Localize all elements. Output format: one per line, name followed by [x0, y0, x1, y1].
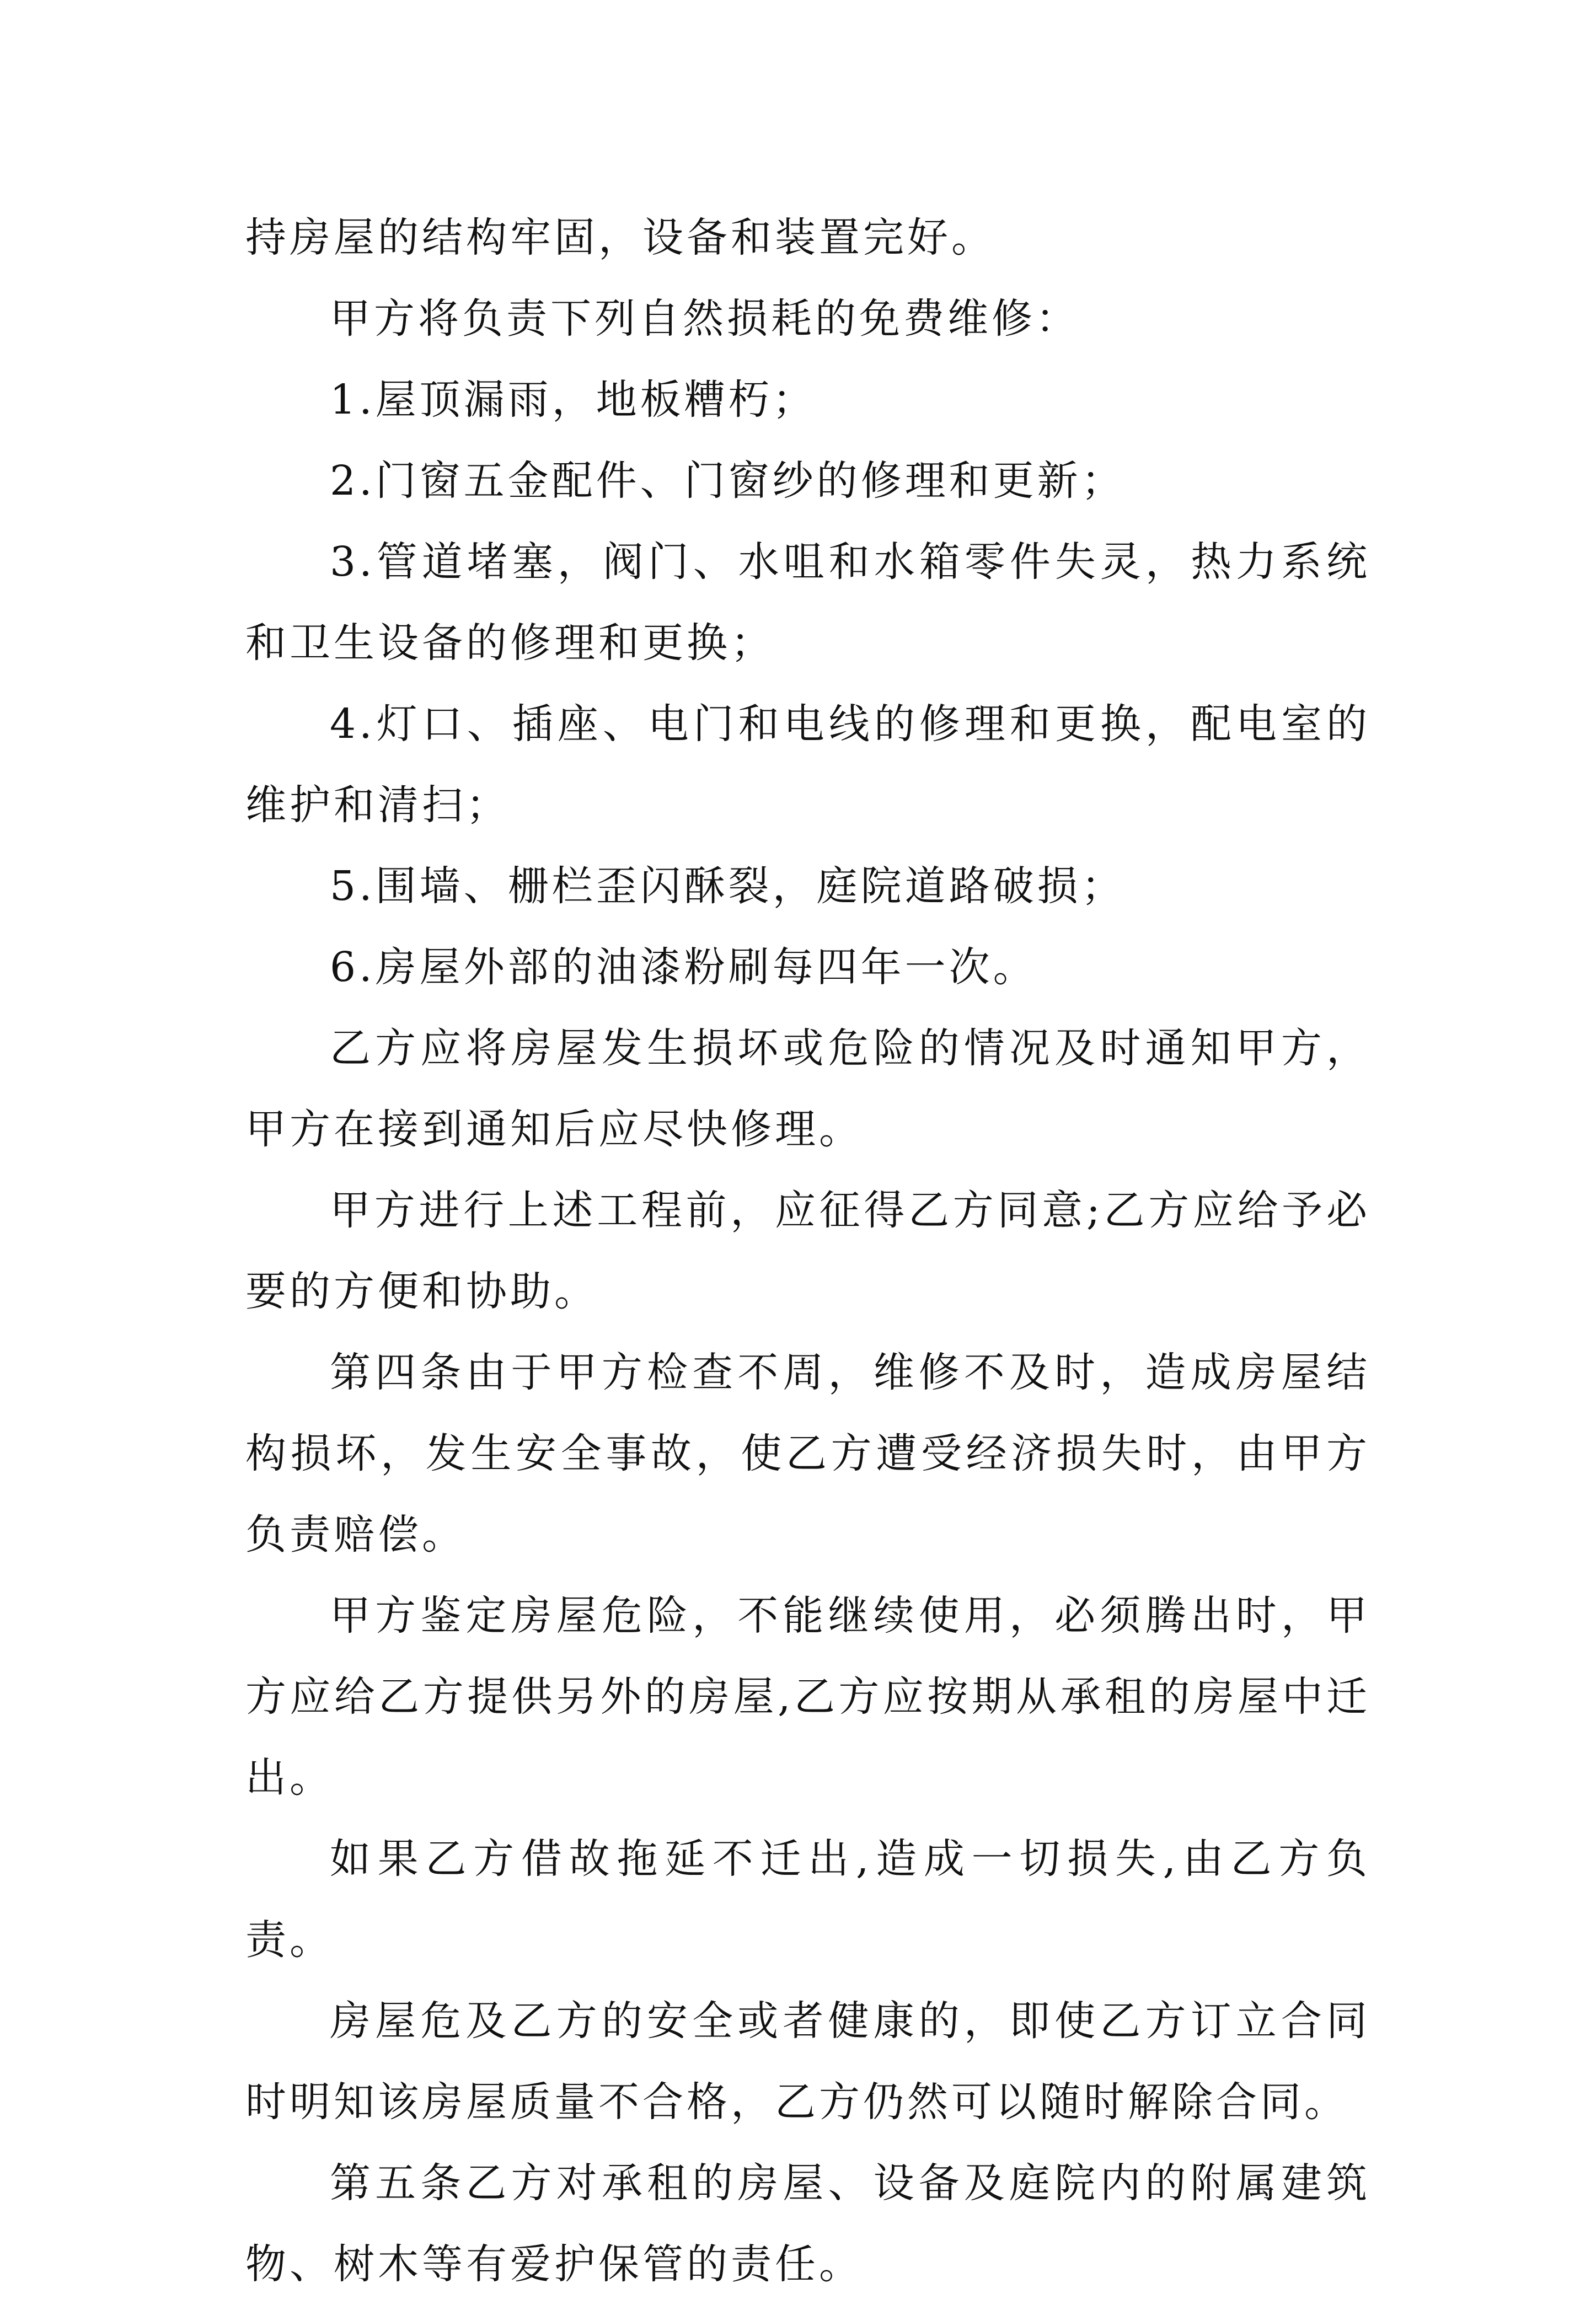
- document-body: [245, 197, 1370, 2305]
- clause-paragraph: 第五条乙方对承租的房屋、设备及庭院内的附属建筑物、树木等有爱护保管的责任。: [245, 2159, 1370, 2288]
- clause-paragraph: 第四条由于甲方检查不周，维修不及时，造成房屋结构损坏，发生安全事故，使乙方遭受经济损失时，由甲方负责赔偿。: [245, 1349, 1370, 1558]
- paragraph: 甲方鉴定房屋危险，不能继续使用，必须腾出时，甲方应给乙方提供另外的房屋,乙方应按期从承租的房屋中迁出。: [245, 1592, 1370, 1802]
- list-item: 5.围墙、栅栏歪闪酥裂，庭院道路破损；: [330, 862, 1126, 910]
- list-item: 2.门窗五金配件、门窗纱的修理和更新；: [330, 457, 1126, 505]
- list-item: 1.屋顶漏雨，地板糟朽；: [330, 376, 817, 424]
- list-item: 6.房屋外部的油漆粉刷每四年一次。: [330, 944, 1037, 991]
- list-item: 3.管道堵塞，阀门、水咀和水箱零件失灵，热力系统和卫生设备的修理和更换；: [245, 538, 1370, 667]
- paragraph: 甲方进行上述工程前，应征得乙方同意;乙方应给予必要的方便和协助。: [245, 1187, 1370, 1315]
- paragraph: 甲方将负责下列自然损耗的免费维修：: [330, 295, 1080, 342]
- list-item: 4.灯口、插座、电门和电线的修理和更换，配电室的维护和清扫；: [245, 700, 1370, 829]
- paragraph: 房屋危及乙方的安全或者健康的，即使乙方订立合同时明知该房屋质量不合格，乙方仍然可以随时解除合同。: [245, 1997, 1370, 2126]
- paragraph: 乙方应将房屋发生损坏或危险的情况及时通知甲方，甲方在接到通知后应尽快修理。: [245, 1025, 1370, 1153]
- paragraph: 持房屋的结构牢固，设备和装置完好。: [245, 214, 995, 261]
- paragraph: 如果乙方借故拖延不迁出,造成一切损失,由乙方负责。: [245, 1835, 1370, 1964]
